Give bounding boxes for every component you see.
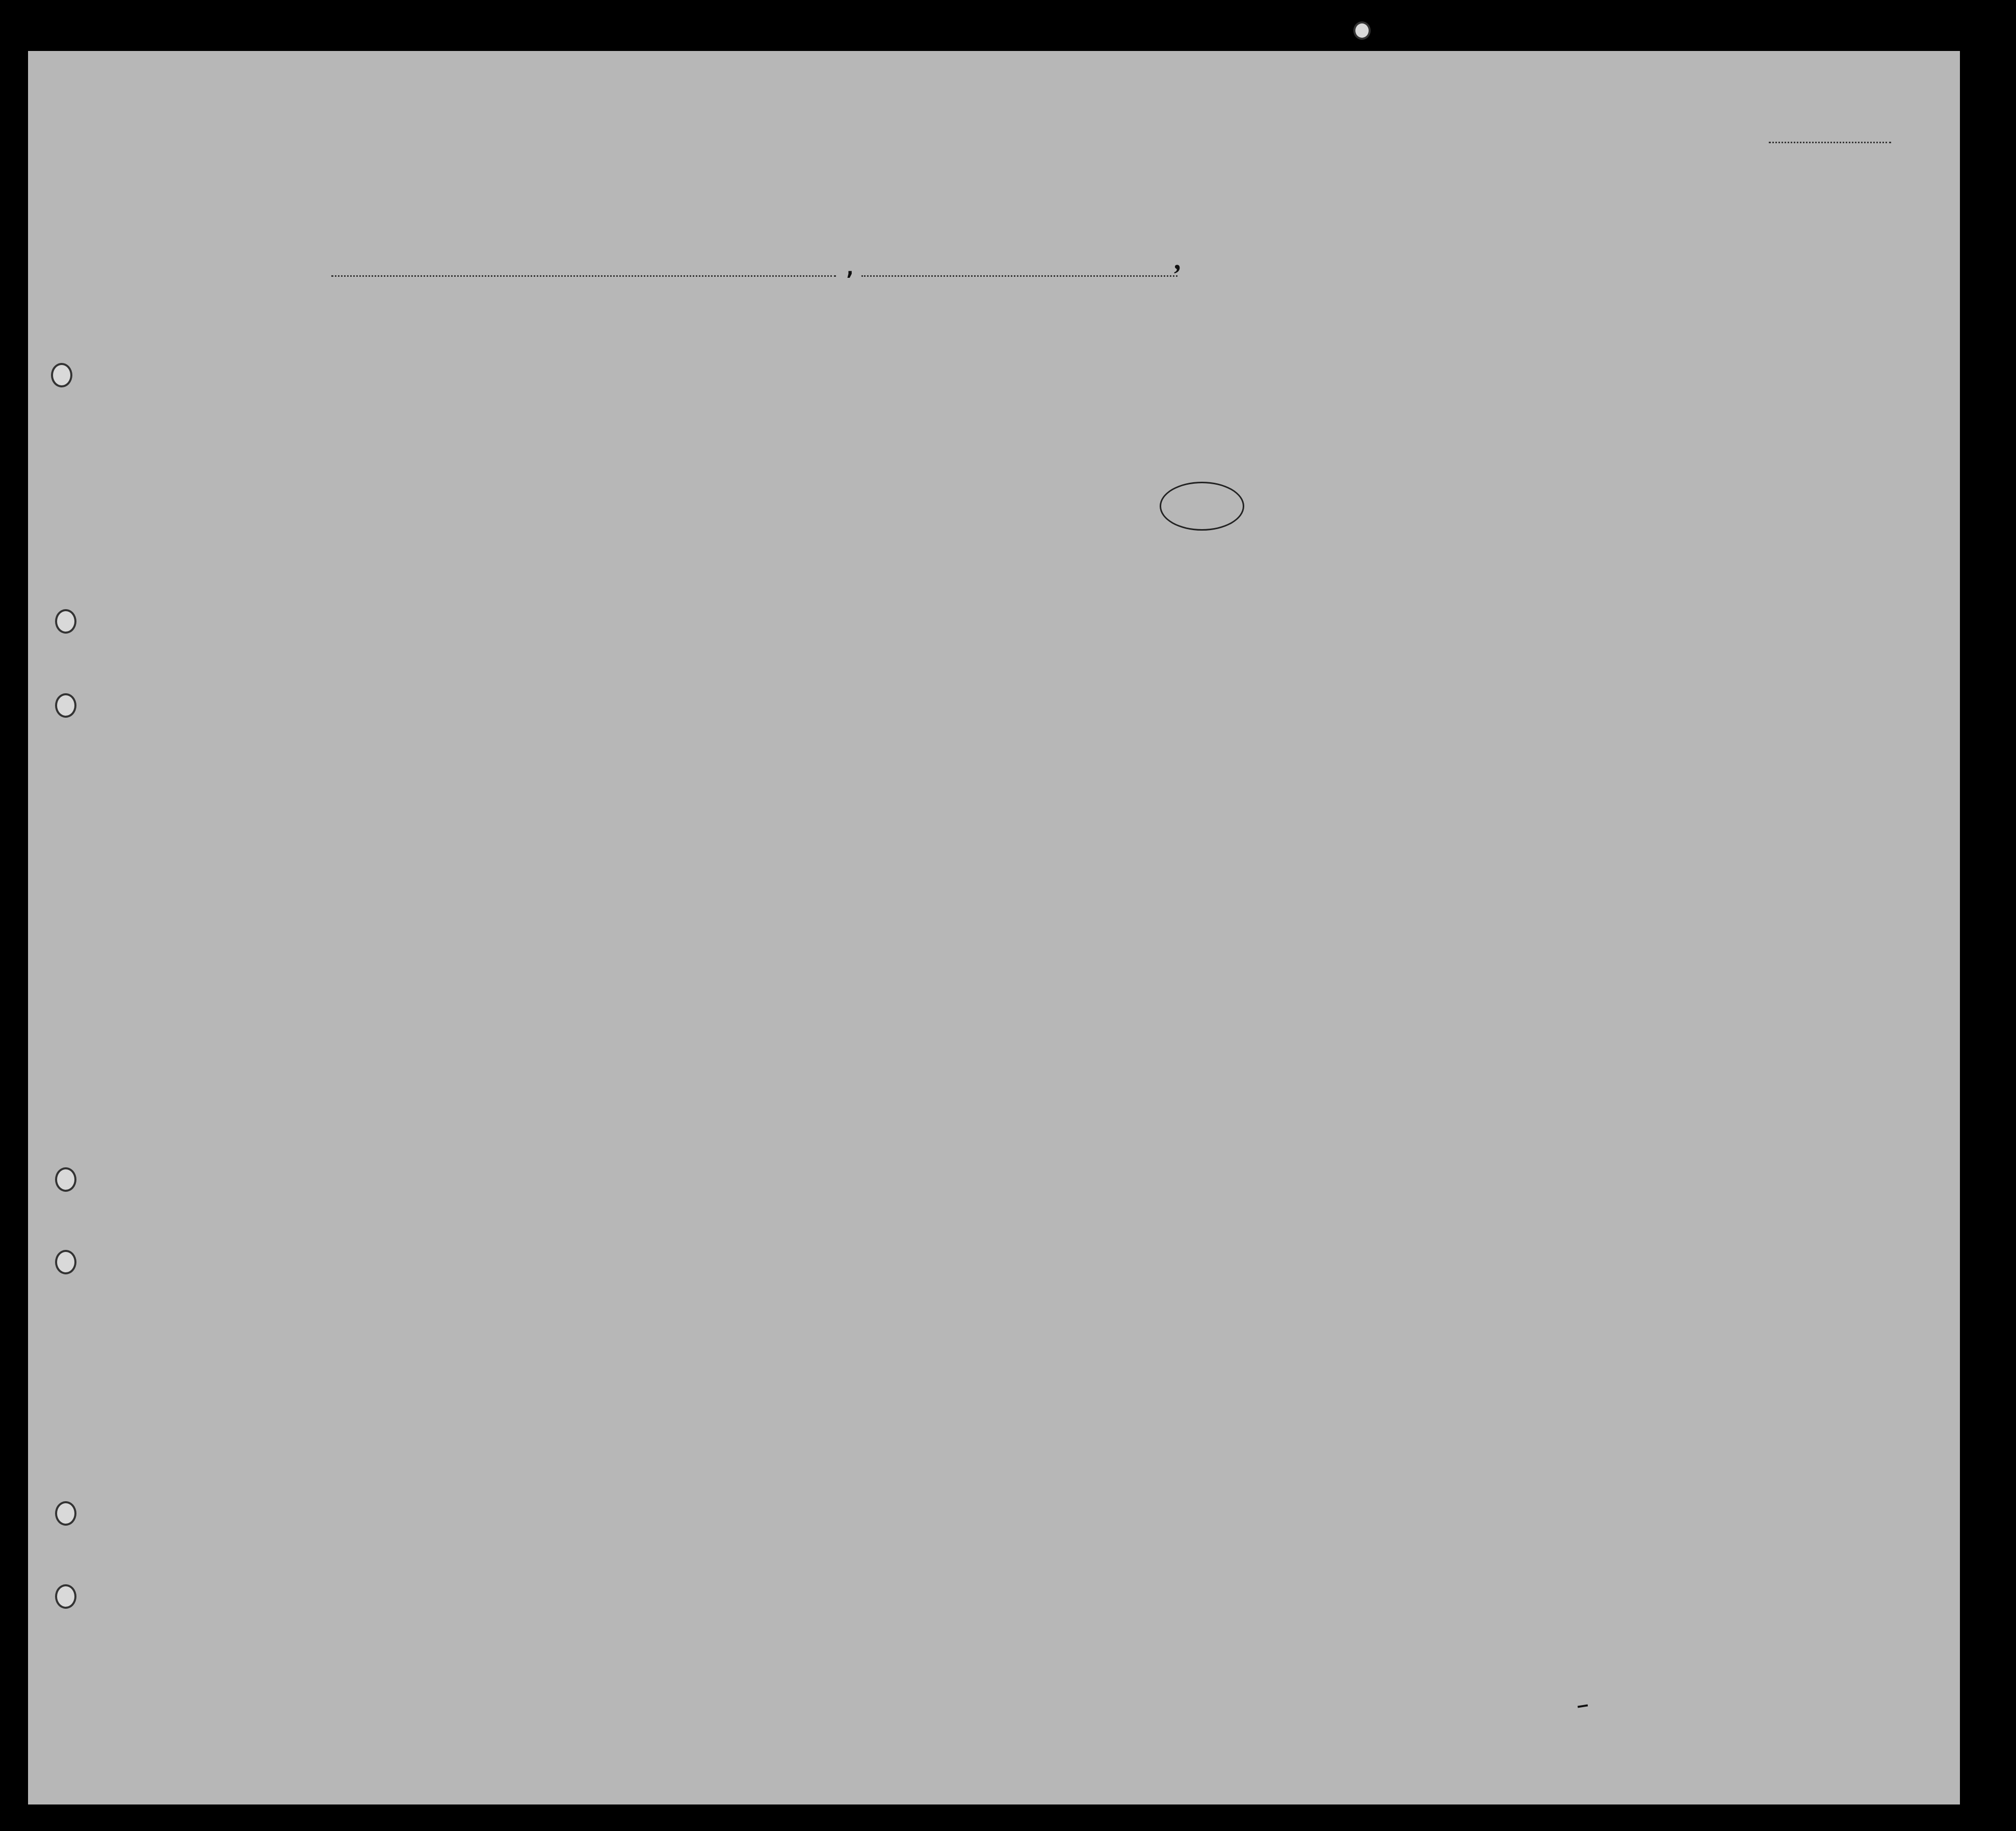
col24c-header (1234, 364, 1262, 466)
col26-header (1314, 339, 1329, 466)
col19-header (567, 339, 592, 461)
col34-inches (1652, 408, 1666, 464)
col28-header (1362, 339, 1413, 466)
col25-header (1269, 339, 1300, 466)
col34-feet (1627, 408, 1641, 464)
col29-header (1420, 339, 1458, 466)
col27-header (1341, 339, 1356, 466)
col24a-header (1157, 364, 1185, 466)
col24b-header (1195, 364, 1223, 466)
comma-1: , (844, 255, 857, 280)
hias-circle-note (1160, 482, 1244, 531)
col21-header (691, 339, 716, 461)
col30-header (1462, 339, 1483, 466)
comma-2: , (1175, 244, 1182, 276)
col31-header (1487, 339, 1509, 466)
